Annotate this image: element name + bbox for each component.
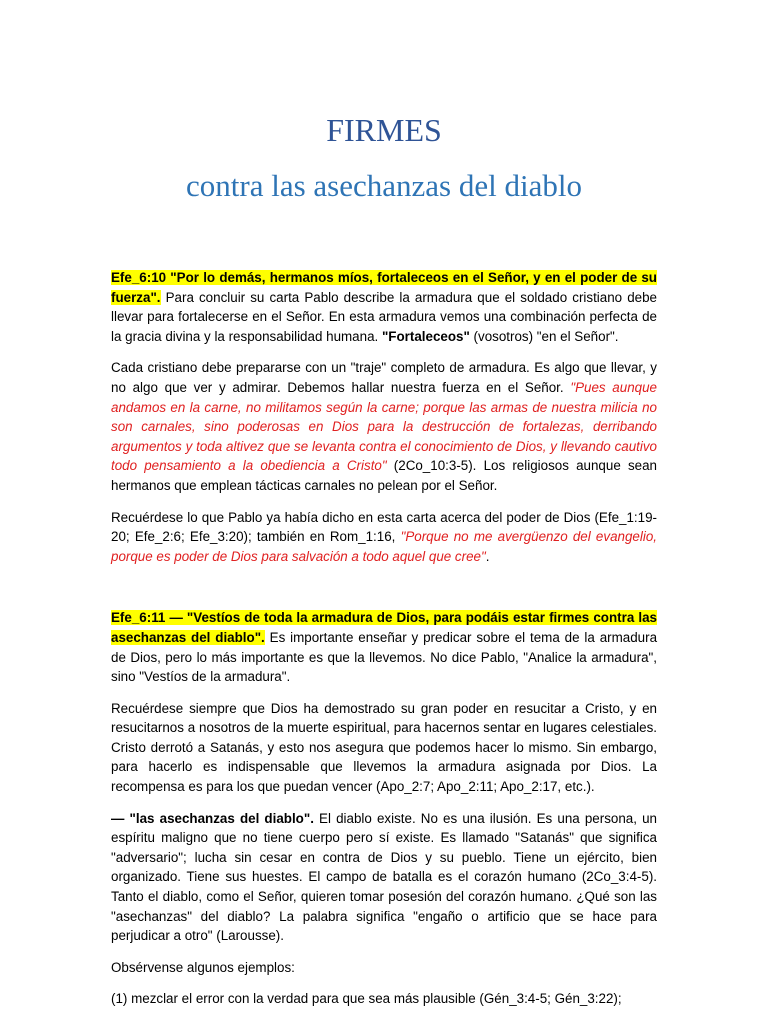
- paragraph-5: [111, 699, 657, 797]
- paragraph-text: Recuérdese siempre que Dios ha demostrado su gran poder en resucitar a Cristo, y en resucitarnos a nosotros de la muerte espiritual, para hacernos sentar en lugares celestiales. Cristo derrotó a Satanás, y esto nos asegura que podemos hacer lo mismo. Sin embargo, para hacerlo es indispensable que llevemos la armadura asignada por Dios. La recompensa es para los que puedan vencer (Apo_2:7; Apo_2:11; Apo_2:17, etc.).: [111, 700, 657, 795]
- verse-highlight: Efe_6:11 — "Vestíos de toda la armadura de Dios, para podáis estar firmes contra las asechanzas del diablo".: [111, 610, 657, 645]
- verse-highlight: Efe_6:10 "Por lo demás, hermanos míos, fortaleceos en el Señor, y en el poder de su fuerza".: [111, 270, 657, 305]
- bold-text: — "las asechanzas del diablo".: [111, 810, 314, 826]
- quote-red: "Porque no me avergüenzo del evangelio, porque es poder de Dios para salvación a todo aquel que cree": [111, 529, 657, 564]
- paragraph-text: Recuérdese lo que Pablo ya había dicho en esta carta acerca del poder de Dios (Efe_1:19-20; Efe_2:6; Efe_3:20); también en Rom_1:16,: [111, 509, 657, 545]
- paragraph-text: (vosotros) "en el Señor".: [469, 328, 619, 344]
- paragraph-7: [111, 958, 657, 978]
- page-title: FIRMES: [326, 112, 442, 148]
- quote-red: "Pues aunque andamos en la carne, no militamos según la carne; porque las armas de nuestra milicia no son carnales, sino poderosas en Dios para la destrucción de fortalezas, derribando argumentos y toda altivez que se levanta contra el conocimiento de Dios, y llevando cautivo todo pensamiento a la obediencia a Cristo": [111, 379, 657, 474]
- paragraph-6: [111, 809, 657, 946]
- page-subtitle: contra las asechanzas del diablo: [186, 168, 582, 203]
- paragraph-text: (1) mezclar el error con la verdad para que sea más plausible (Gén_3:4-5; Gén_3:22);: [111, 991, 622, 1007]
- paragraph-text: .: [485, 548, 490, 564]
- bold-text: "Fortaleceos": [381, 328, 470, 344]
- paragraph-3: [111, 508, 657, 567]
- paragraph-2: [111, 358, 657, 495]
- paragraph-text: Es importante enseñar y predicar sobre el tema de la armadura de Dios, pero lo más importante es que la llevemos. No dice Pablo, "Analice la armadura", sino "Vestíos de la armadura".: [111, 629, 658, 685]
- paragraph-text: Obsérvense algunos ejemplos:: [111, 959, 295, 975]
- paragraph-8: [111, 989, 657, 1009]
- paragraph-1: [111, 268, 657, 346]
- paragraph-text: (2Co_10:3-5). Los religiosos aunque sean hermanos que emplean tácticas carnales no pelean por el Señor.: [111, 458, 657, 493]
- paragraph-4: [111, 608, 657, 686]
- paragraph-text: Para concluir su carta Pablo describe la armadura que el soldado cristiano debe llevar para fortalecerse en el Señor. En esta armadura vemos una combinación perfecta de la gracia divina y la responsabilidad humana.: [111, 289, 657, 344]
- paragraph-text: Cada cristiano debe prepararse con un "traje" completo de armadura. Es algo que llevar, y no algo que ver y admirar. Debemos hallar nuestra fuerza en el Señor.: [111, 360, 657, 395]
- paragraph-text: El diablo existe. No es una ilusión. Es una persona, un espíritu maligno que no tiene cuerpo pero sí existe. Es llamado "Satanás" que significa "adversario"; lucha sin cesar en contra de Dios y su pueblo. Tiene un ejército, bien organizado. Tiene sus huestes. El campo de batalla es el corazón humano (2Co_3:4-5). Tanto el diablo, como el Señor, quieren tomar posesión del corazón humano. ¿Qué son las "asechanzas" del diablo? La palabra significa "engaño o artificio que se hace para perjudicar a otro" (Larousse).: [111, 810, 657, 944]
- document-body: [111, 268, 657, 1021]
